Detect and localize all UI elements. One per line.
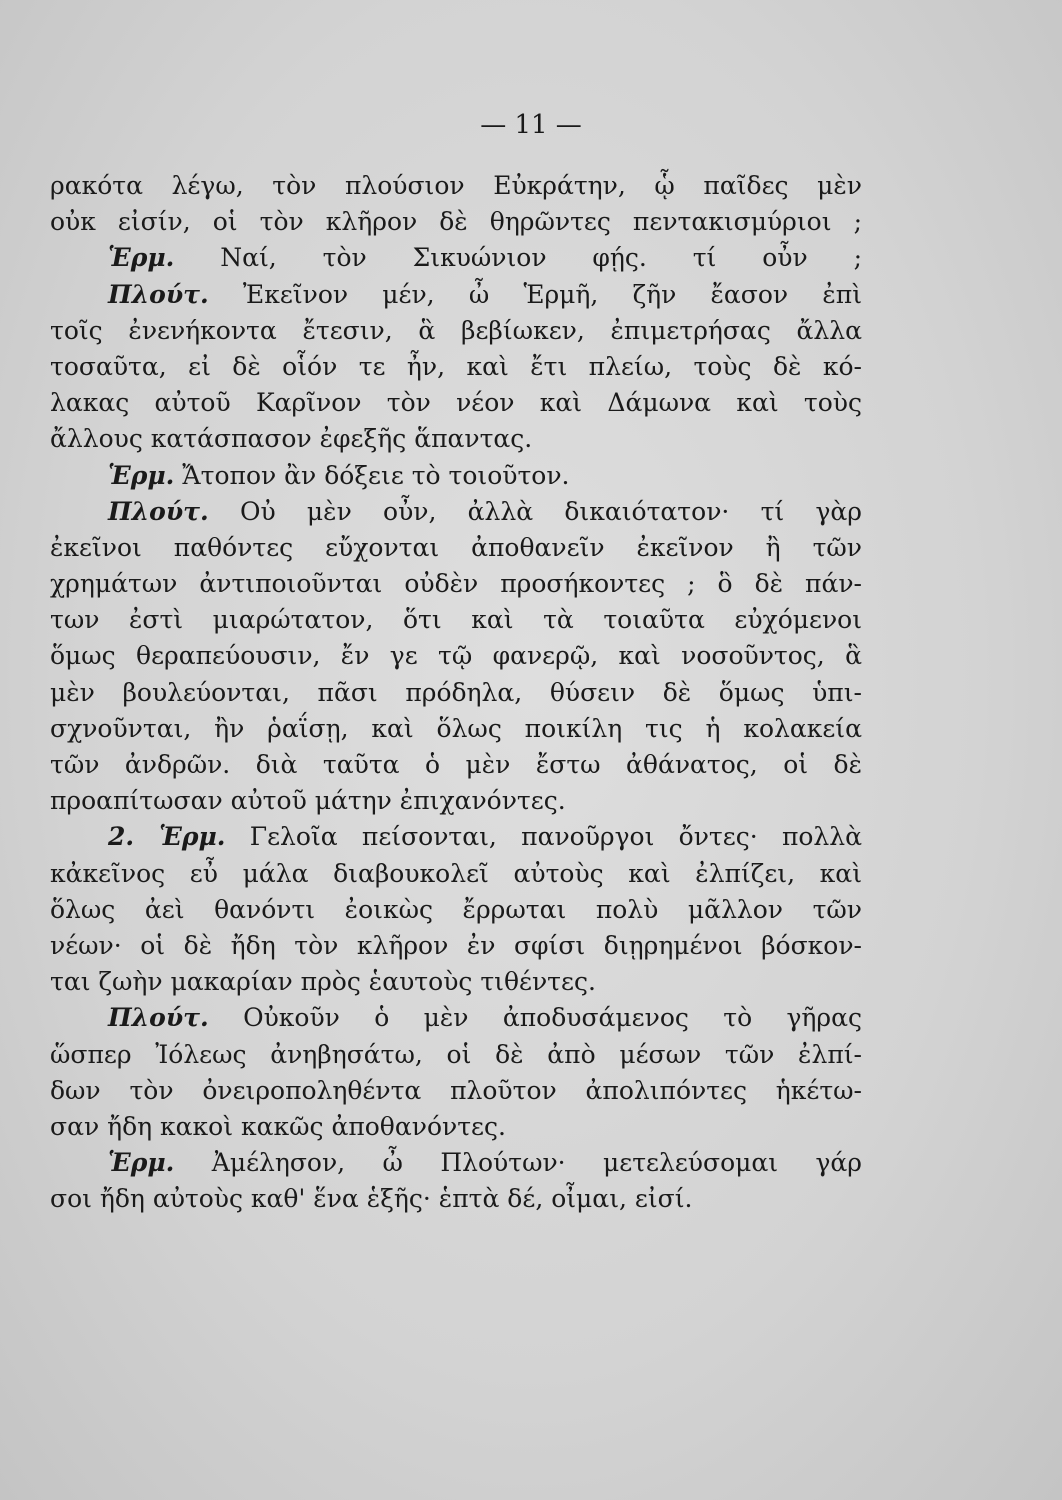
text-line: ται ζωὴν μακαρίαν πρὸς ἑαυτοὺς τιθέντες. [50, 967, 596, 997]
speaker-line: Πλούτ. Οὐ μὲν οὖν, ἀλλὰ δικαιότατον· τί γὰρ [108, 496, 862, 526]
speaker-line: Ἑρμ. Ἀμέλησον, ὦ Πλούτων· μετελεύσομαι γάρ [108, 1148, 862, 1178]
text-line: ὅλως ἀεὶ θανόντι ἐοικὼς ἔρρωται πολὺ μᾶλλον τῶν [50, 894, 862, 924]
text-line: τοῖς ἐνενήκοντα ἔτεσιν, ἃ βεβίωκεν, ἐπιμετρήσας ἄλλα [50, 315, 862, 345]
speaker-line: Πλούτ. Οὐκοῦν ὁ μὲν ἀποδυσάμενος τὸ γῆρας [108, 1003, 862, 1033]
page-number: — 11 — [480, 110, 582, 140]
speaker-line: Ἑρμ. Ἄτοπον ἂν δόξειε τὸ τοιοῦτον. [108, 460, 570, 490]
text-line: δων τὸν ὀνειροποληθέντα πλοῦτον ἀπολιπόντες ἡκέτω- [50, 1075, 862, 1105]
text-line: των ἐστὶ μιαρώτατον, ὅτι καὶ τὰ τοιαῦτα εὐχόμενοι [50, 605, 862, 635]
text-line: μὲν βουλεύονται, πᾶσι πρόδηλα, θύσειν δὲ ὅμως ὑπι- [50, 677, 862, 707]
text-line: προαπίτωσαν αὐτοῦ μάτην ἐπιχανόντες. [50, 786, 566, 816]
speaker-label: Πλούτ. [108, 496, 209, 526]
speaker-label: Ἑρμ. [108, 1148, 175, 1178]
text-line: ἄλλους κατάσπασον ἐφεξῆς ἅπαντας. [50, 424, 533, 454]
text-line: ὅμως θεραπεύουσιν, ἔν γε τῷ φανερῷ, καὶ νοσοῦντος, ἃ [50, 641, 862, 671]
speaker-label: Πλούτ. [108, 1003, 209, 1033]
text-line: σοι ἤδη αὐτοὺς καθ' ἕνα ἑξῆς· ἑπτὰ δέ, οἶμαι, εἰσί. [50, 1184, 693, 1214]
text-line: σχνοῦνται, ἢν ῥαΐσῃ, καὶ ὅλως ποικίλη τις ἡ κολακεία [50, 713, 862, 743]
text-line: τοσαῦτα, εἰ δὲ οἷόν τε ἦν, καὶ ἔτι πλείω, τοὺς δὲ κό- [50, 351, 862, 381]
speaker-label: Ἑρμ. [108, 243, 175, 273]
text-line: οὐκ εἰσίν, οἱ τὸν κλῆρον δὲ θηρῶντες πεντακισμύριοι ; [50, 207, 862, 237]
speaker-line: Ἑρμ. Ναί, τὸν Σικυώνιον φῄς. τί οὖν ; [108, 243, 862, 273]
text-line: ὥσπερ Ἰόλεως ἀνηβησάτω, οἱ δὲ ἀπὸ μέσων τῶν ἐλπί- [50, 1039, 862, 1069]
text-line: ἐκεῖνοι παθόντες εὔχονται ἀποθανεῖν ἐκεῖνον ἢ τῶν [50, 532, 862, 562]
text-line: ρακότα λέγω, τὸν πλούσιον Εὐκράτην, ᾧ παῖδες μὲν [50, 171, 862, 200]
text-line: λακας αὐτοῦ Καρῖνον τὸν νέον καὶ Δάμωνα καὶ τοὺς [50, 388, 862, 418]
speaker-label: Πλούτ. [108, 279, 209, 309]
text-line: χρημάτων ἀντιποιοῦνται οὐδὲν προσήκοντες ; ὃ δὲ πάν- [50, 569, 862, 599]
text-line: σαν ἤδη κακοὶ κακῶς ἀποθανόντες. [50, 1111, 506, 1141]
dialogue-text [50, 168, 862, 1217]
speaker-label: Ἑρμ. [108, 460, 175, 490]
speaker-line: 2. Ἑρμ. Γελοῖα πείσονται, πανοῦργοι ὄντες· πολλὰ [108, 822, 862, 852]
text-line: τῶν ἀνδρῶν. διὰ ταῦτα ὁ μὲν ἔστω ἀθάνατος, οἱ δὲ [50, 750, 862, 779]
speaker-line: Πλούτ. Ἐκεῖνον μέν, ὦ Ἑρμῆ, ζῆν ἔασον ἐπὶ [108, 279, 862, 309]
text-line: κἀκεῖνος εὖ μάλα διαβουκολεῖ αὐτοὺς καὶ ἐλπίζει, καὶ [50, 858, 862, 888]
text-line: νέων· οἱ δὲ ἤδη τὸν κλῆρον ἐν σφίσι διῃρημένοι βόσκον- [50, 930, 862, 960]
speaker-label: 2. Ἑρμ. [108, 822, 226, 852]
